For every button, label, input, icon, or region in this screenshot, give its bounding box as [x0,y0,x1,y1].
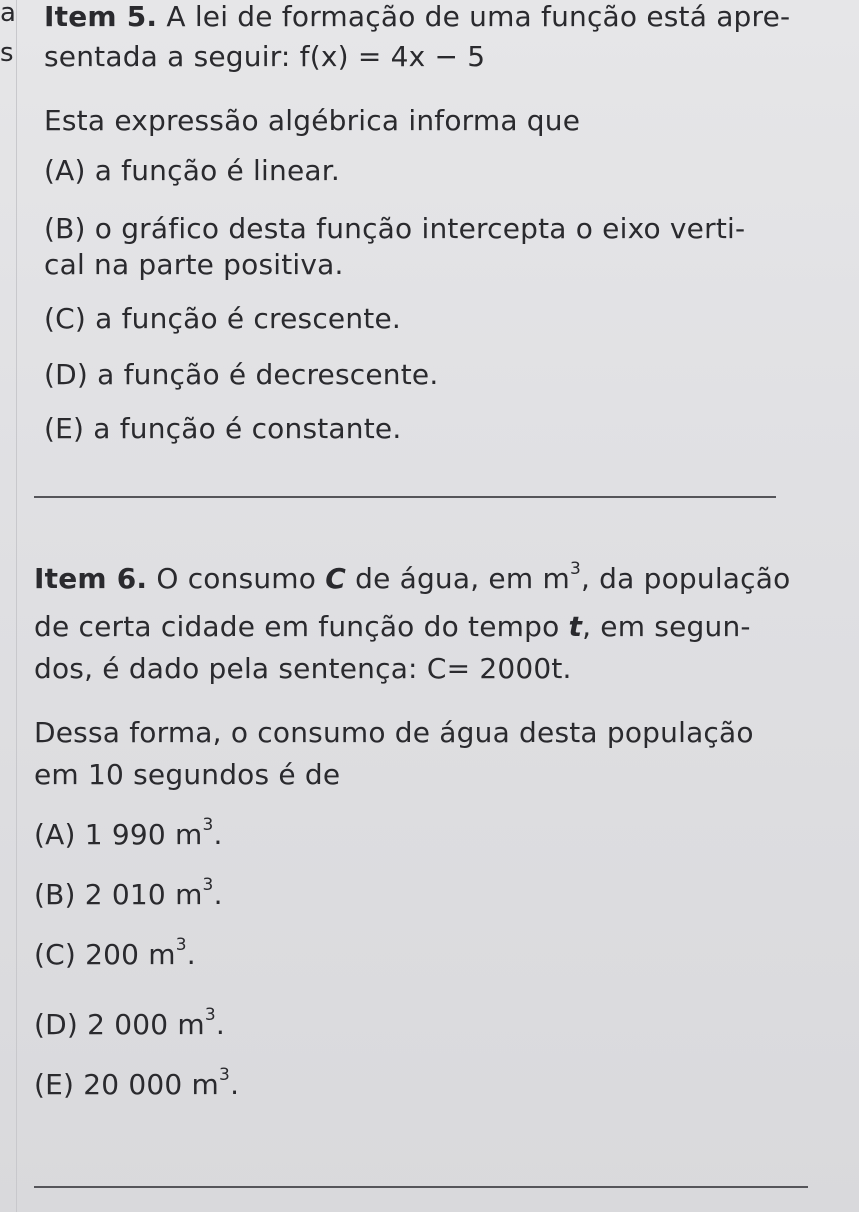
item5-heading: Item 5. [44,0,158,33]
option-letter: (D) [34,1008,79,1041]
option-text: o gráfico desta função intercepta o eixo verti- [94,212,746,245]
option-letter: (B) [44,212,86,245]
item6-text: , da população [580,562,791,595]
unit-m: m [191,1068,220,1101]
unit-m: m [175,818,203,851]
unit-m: m [542,562,570,595]
item6-text: dos, é dado pela sentença: [34,652,418,685]
item6-line2 [34,610,751,643]
item5-option-a[interactable] [44,154,340,187]
option-letter: (A) [44,154,86,187]
item6-text: de certa cidade em função do tempo [34,610,560,643]
bottom-divider [34,1186,808,1188]
item6-line3 [34,652,572,685]
option-letter: (E) [34,1068,75,1101]
option-text: a função é linear. [94,154,340,187]
cut-off-char: a [0,0,16,28]
option-text: a função é constante. [93,412,402,445]
item6-option-b[interactable]: (B) 2 010 $m^3$. [34,875,223,911]
var-c: C [325,562,346,595]
item6-heading: Item 6. [34,562,148,595]
option-letter: (D) [44,358,89,391]
unit-m: m [177,1008,205,1041]
unit-exponent: 3 [202,875,214,895]
option-value: 2 010 [84,878,166,911]
cut-off-char: s [0,38,14,68]
item6-question-2: em 10 segundos é de [34,758,341,791]
option-value: 1 990 [84,818,166,851]
item6-option-a[interactable]: (A) 1 990 $m^3$. [34,815,223,851]
unit-m: m [148,938,176,971]
option-value: 20 000 [83,1068,183,1101]
unit-m: m [175,878,203,911]
item6-question-1: Dessa forma, o consumo de água desta população [34,716,754,749]
option-value: 200 [85,938,140,971]
option-letter: (C) [44,302,86,335]
var-t: t [568,610,583,643]
unit-exponent: 3 [569,559,581,579]
option-letter: (B) [34,878,76,911]
item6-text: O consumo [156,562,317,595]
item5-statement-2: sentada a seguir: [44,40,291,73]
option-value: 2 000 [87,1008,169,1041]
item6-line1 [34,559,791,595]
item6-text: de água, em [355,562,534,595]
option-letter: (E) [44,412,85,445]
item6-option-d[interactable]: (D) 2 000 $m^3$. [34,1005,226,1041]
section-divider [34,496,776,498]
item5-statement-1: A lei de formação de uma função está apre- [166,0,791,33]
margin-rule [16,0,17,1212]
item6-option-c[interactable]: (C) 200 $m^3$. [34,935,196,971]
item5-option-d[interactable] [44,358,438,391]
item5-option-c[interactable] [44,302,401,335]
option-text: a função é decrescente. [97,358,439,391]
option-letter: (A) [34,818,76,851]
item5-question: Esta expressão algébrica informa que [44,104,581,137]
item5-line2 [44,40,485,73]
unit-exponent: 3 [202,815,214,835]
option-letter: (C) [34,938,76,971]
item5-option-b-cont: cal na parte positiva. [44,248,344,281]
item6-text: , em segun- [582,610,751,643]
unit-exponent: 3 [219,1065,231,1085]
item5-option-e[interactable] [44,412,401,445]
item6-formula: C= 2000t. [426,652,572,685]
option-text: a função é crescente. [95,302,402,335]
unit-exponent: 3 [204,1005,216,1025]
item5-option-b[interactable] [44,212,745,245]
item6-option-e[interactable]: (E) 20 000 $m^3$. [34,1065,240,1101]
item5-line1 [44,0,790,33]
item5-formula: f(x) = 4x − 5 [299,40,486,73]
unit-exponent: 3 [175,935,187,955]
